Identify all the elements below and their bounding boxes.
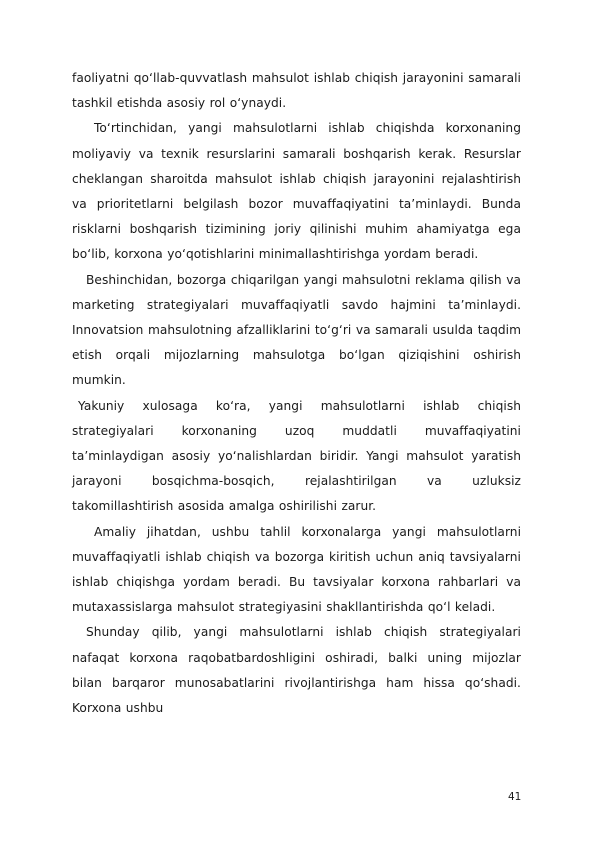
page-number: 41 [508, 791, 522, 803]
paragraph-conclusion: Yakuniy xulosaga ko‘ra, yangi mahsulotlarni ishlab chiqish strategiyalari korxonaning uzoq muddatli muvaffaqiyatini ta’minlaydigan asosiy yo‘nalishlardan biridir. Yangi mahsulot yaratish jarayoni bosqichma-bosqich, rejalashtirilgan va uzluksiz takomillashtirish asosida amalga oshirilishi zarur. [72, 398, 521, 514]
document-body [72, 66, 521, 721]
paragraph-practical: Amaliy jihatdan, ushbu tahlil korxonalarga yangi mahsulotlarni muvaffaqiyatli ishlab chiqish va bozorga kiritish uchun aniq tavsiyalarni ishlab chiqishga yordam beradi. Bu tavsiyalar korxona rahbarlari va mutaxassislarga mahsulot strategiyasini shakllantirishda qo‘l keladi. [72, 524, 521, 615]
paragraph-summary: Shunday qilib, yangi mahsulotlarni ishlab chiqish strategiyalari nafaqat korxona raqobatbardoshligini oshiradi, balki uning mijozlar bilan barqaror munosabatlarini rivojlantirishga ham hissa qo‘shadi. Korxona ushbu [72, 625, 521, 716]
paragraph-continuation: faoliyatni qo‘llab-quvvatlash mahsulot ishlab chiqish jarayonini samarali tashkil etishda asosiy rol o‘ynaydi. [72, 71, 521, 111]
paragraph-fifth-point: Beshinchidan, bozorga chiqarilgan yangi mahsulotni reklama qilish va marketing strategiyalari muvaffaqiyatli savdo hajmini ta’minlaydi. Innovatsion mahsulotning afzalliklarini to‘g‘ri va samarali usulda taqdim etish orqali mijozlarning mahsulotga bo‘lgan qiziqishini oshirish mumkin. [72, 272, 521, 388]
paragraph-fourth-point: To‘rtinchidan, yangi mahsulotlarni ishlab chiqishda korxonaning moliyaviy va texnik resurslarini samarali boshqarish kerak. Resurslar cheklangan sharoitda mahsulot ishlab chiqish jarayonini rejalashtirish va prioritetlarni belgilash bozor muvaffaqiyatini ta’minlaydi. Bunda risklarni boshqarish tizimining joriy qilinishi muhim ahamiyatga ega bo‘lib, korxona yo‘qotishlarini minimallashtirishga yordam beradi. [72, 121, 521, 262]
